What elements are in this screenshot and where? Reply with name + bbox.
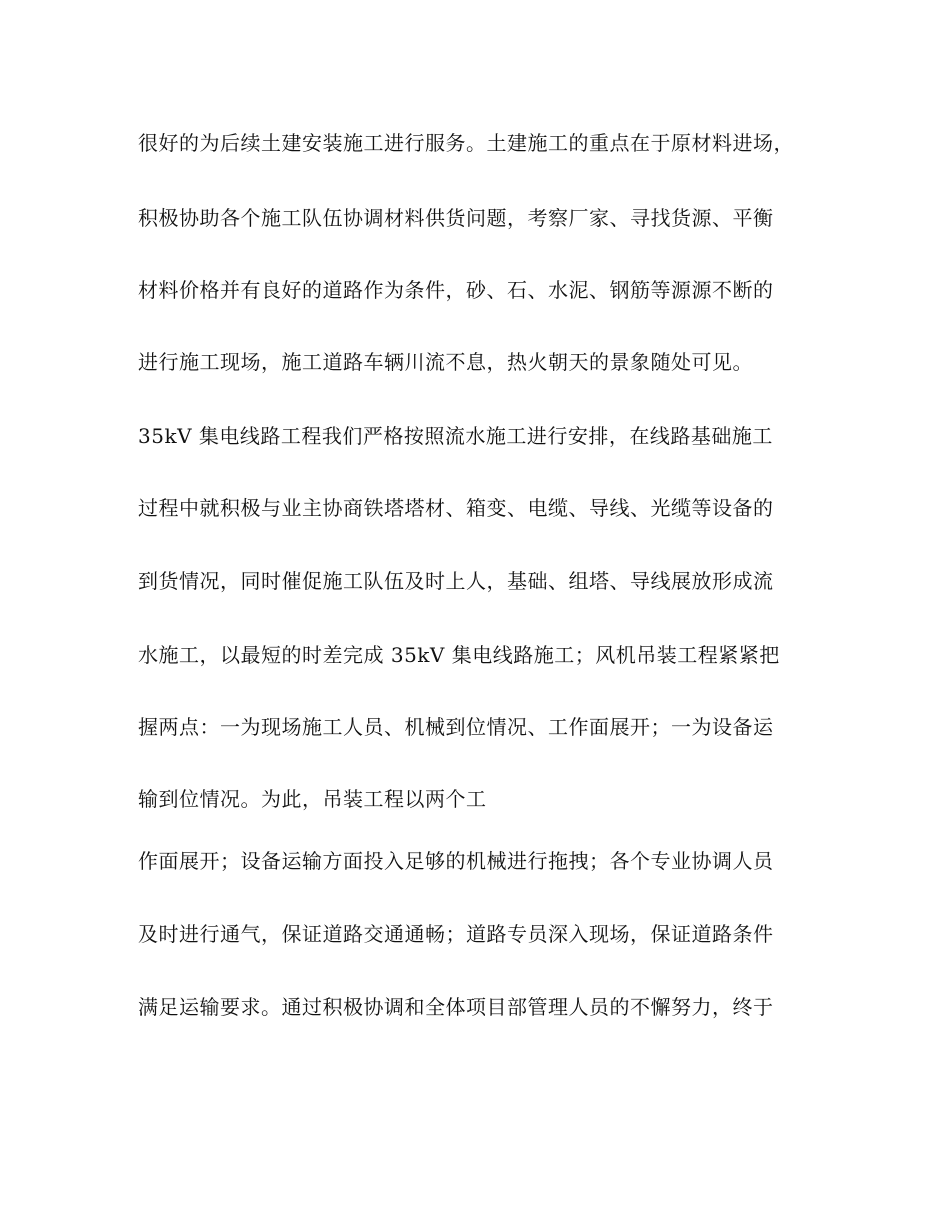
- text-line: 作面展开；设备运输方面投入足够的机械进行拖拽；各个专业协调人员: [138, 849, 774, 873]
- text-line: 水施工，以最短的时差完成 35kV 集电线路施工；风机吊装工程紧紧把: [138, 643, 780, 667]
- text-line: 积极协助各个施工队伍协调材料供货问题，考察厂家、寻找货源、平衡: [138, 206, 774, 230]
- text-line: 过程中就积极与业主协商铁塔塔材、箱变、电缆、导线、光缆等设备的: [138, 496, 774, 520]
- text-line: 进行施工现场，施工道路车辆川流不息，热火朝天的景象随处可见。: [138, 350, 753, 374]
- text-line: 及时进行通气，保证道路交通通畅；道路专员深入现场，保证道路条件: [138, 922, 774, 946]
- text-line: 满足运输要求。通过积极协调和全体项目部管理人员的不懈努力，终于: [138, 995, 774, 1019]
- text-line: 到货情况，同时催促施工队伍及时上人，基础、组塔、导线展放形成流: [138, 569, 774, 593]
- text-line: 35kV 集电线路工程我们严格按照流水施工进行安排，在线路基础施工: [138, 424, 773, 448]
- text-line: 输到位情况。为此，吊装工程以两个工: [138, 787, 487, 811]
- text-line: 握两点：一为现场施工人员、机械到位情况、工作面展开；一为设备运: [138, 715, 774, 739]
- text-line: 很好的为后续土建安装施工进行服务。土建施工的重点在于原材料进场，: [138, 131, 794, 155]
- text-line: 材料价格并有良好的道路作为条件，砂、石、水泥、钢筋等源源不断的: [138, 278, 774, 302]
